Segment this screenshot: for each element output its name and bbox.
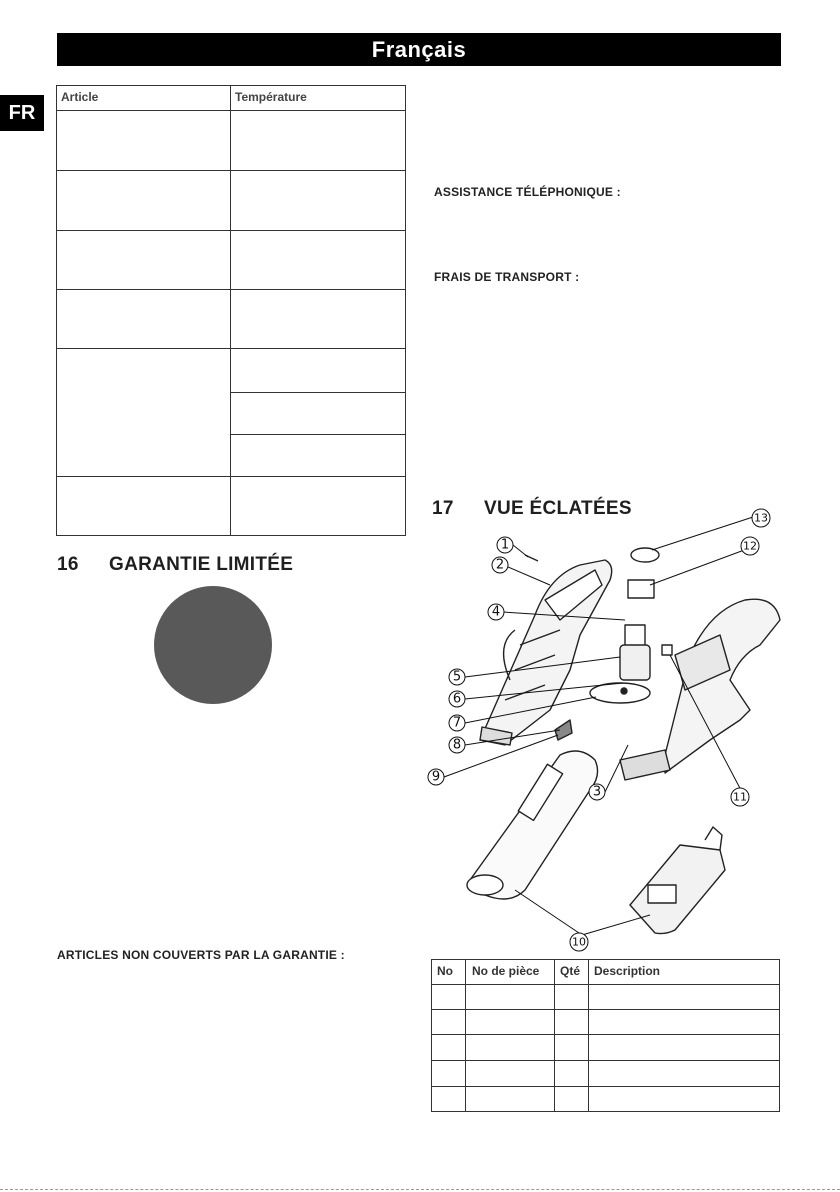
column-divider: [230, 86, 231, 535]
page-title: Français: [371, 36, 467, 62]
callout-7: 7: [452, 715, 462, 731]
callout-2: 2: [495, 557, 505, 573]
callout-1: 1: [500, 537, 510, 553]
row-divider: [432, 1086, 779, 1087]
callout-6: 6: [452, 691, 462, 707]
col-quantity: Qté: [560, 964, 581, 978]
column-divider: [588, 960, 589, 1111]
callout-12: 12: [743, 539, 757, 553]
row-divider: [432, 984, 779, 985]
callout-11: 11: [733, 790, 747, 804]
callout-13: 13: [754, 511, 768, 525]
header-bar: [57, 33, 781, 66]
row-divider: [57, 348, 405, 349]
row-divider: [57, 230, 405, 231]
not-covered-heading: ARTICLES NON COUVERTS PAR LA GARANTIE :: [57, 948, 345, 962]
page-footer-line: [0, 1189, 840, 1190]
warranty-badge: [154, 586, 272, 704]
callout-10: 10: [572, 935, 586, 949]
callout-4: 4: [491, 604, 501, 620]
language-tab: [0, 95, 44, 131]
row-divider: [57, 289, 405, 290]
col-no: No: [437, 964, 453, 978]
col-temperature: Température: [235, 90, 307, 104]
row-divider: [432, 1034, 779, 1035]
row-divider: [230, 434, 406, 435]
row-divider: [57, 476, 405, 477]
row-divider: [57, 170, 405, 171]
warranty-section-title: [57, 554, 293, 576]
callout-5: 5: [452, 669, 462, 685]
language-tab-label: FR: [8, 101, 36, 124]
column-divider: [554, 960, 555, 1111]
column-divider: [465, 960, 466, 1111]
section-title-text: VUE ÉCLATÉES: [484, 498, 632, 519]
phone-support-heading: ASSISTANCE TÉLÉPHONIQUE :: [434, 185, 621, 199]
section-title-text: GARANTIE LIMITÉE: [109, 554, 294, 575]
row-divider: [432, 1009, 779, 1010]
col-article: Article: [61, 90, 99, 104]
callout-3: 3: [592, 784, 602, 800]
row-divider: [230, 392, 406, 393]
callout-8: 8: [452, 737, 462, 753]
shipping-heading: FRAIS DE TRANSPORT :: [434, 270, 580, 284]
exploded-view-diagram: [420, 505, 820, 955]
callout-9: 9: [431, 769, 441, 785]
col-part-number: No de pièce: [472, 964, 540, 978]
temperature-table: [56, 85, 406, 536]
row-divider: [432, 1060, 779, 1061]
parts-table: [431, 959, 780, 1112]
temperature-table-header: [57, 86, 405, 111]
section-number: 17: [432, 498, 454, 519]
section-number: 16: [57, 554, 79, 575]
col-description: Description: [594, 964, 661, 978]
